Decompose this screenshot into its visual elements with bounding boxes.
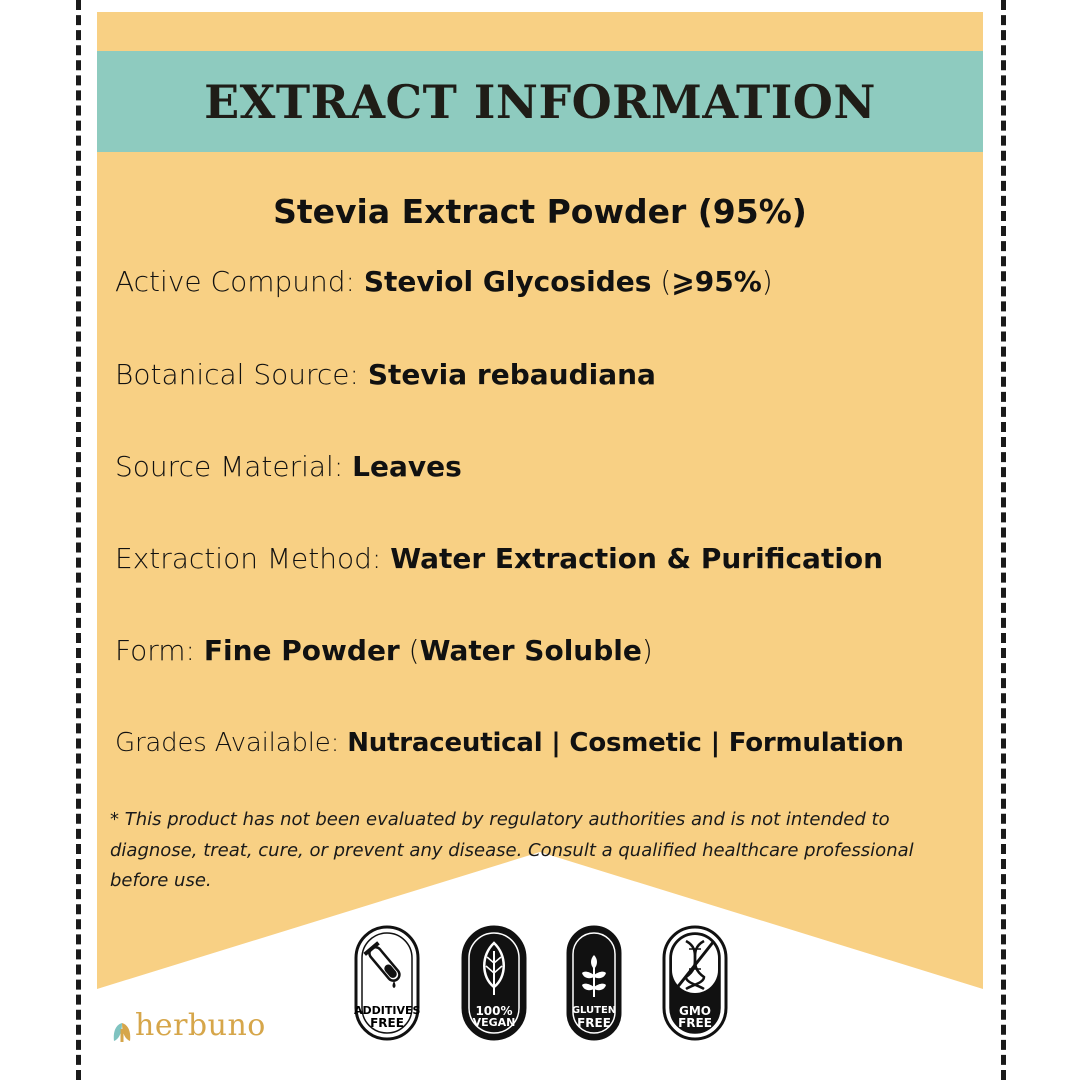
info-label: Botanical Source: (115, 358, 368, 391)
badge-label-line1: 100% (475, 1004, 513, 1018)
leaf-drop-icon (111, 1009, 133, 1043)
info-row-botanical-source (115, 358, 985, 391)
info-row-extraction-method (115, 542, 985, 575)
header-title: EXTRACT INFORMATION (204, 74, 876, 129)
info-value: Fine Powder (203, 634, 400, 667)
badge-label-line1: ADDITIVES (354, 1004, 421, 1017)
info-label: Grades Available: (115, 728, 348, 758)
badge-label-line1: GLUTEN (571, 1005, 617, 1016)
left-dashed-border (76, 0, 81, 1080)
badge-label-line2: FREE (577, 1016, 611, 1030)
info-label: Active Compund: (115, 265, 364, 298)
info-row-active-compound (115, 265, 985, 298)
badge-label-line2: FREE (678, 1016, 712, 1030)
paren-open: ( (399, 634, 420, 667)
info-row-source-material (115, 450, 985, 483)
info-label: Source Material: (115, 450, 353, 483)
info-panel (97, 12, 983, 1080)
info-value: Steviol Glycosides (363, 265, 652, 298)
badge-label-line2: VEGAN (472, 1016, 516, 1029)
badge-label-line2: FREE (370, 1016, 404, 1030)
purity-value: ⩾95% (671, 265, 762, 298)
disclaimer: * This product has not been evaluated by regulatory authorities and is not intended to diagnose, treat, cure, or prevent any disease. Consult a qualified healthcare professional before use. (110, 809, 914, 891)
paren-close: ) (641, 634, 653, 667)
badge-vegan (461, 925, 527, 1041)
paren-close: ) (761, 265, 773, 298)
info-label: Extraction Method: (115, 542, 391, 575)
info-value: Water Extraction & Purification (390, 542, 884, 575)
badge-additives-free (354, 925, 420, 1041)
info-label: Form: (115, 634, 204, 667)
product-title: Stevia Extract Powder (95%) (273, 192, 807, 231)
info-value: Stevia rebaudiana (367, 358, 656, 391)
right-dashed-border (1001, 0, 1006, 1080)
logo-text: herbuno (135, 1008, 266, 1043)
info-row-form (115, 634, 985, 667)
header-band (97, 51, 983, 152)
form-detail: Water Soluble (419, 634, 642, 667)
paren-open: ( (651, 265, 672, 298)
info-row-grades (115, 728, 985, 758)
badge-gmo-free (662, 925, 728, 1041)
badge-gluten-free (566, 925, 622, 1041)
info-value: Leaves (352, 450, 462, 483)
info-value: Nutraceutical | Cosmetic | Formulation (347, 728, 904, 758)
badge-label-line1: GMO (679, 1004, 711, 1018)
brand-logo (111, 1008, 266, 1043)
